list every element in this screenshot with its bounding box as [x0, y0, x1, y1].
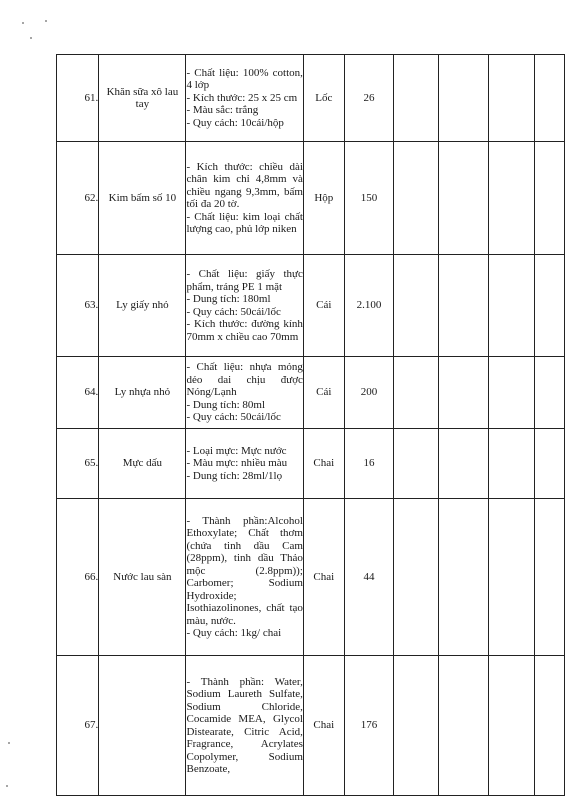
unit-cell-text: Lốc [315, 91, 333, 104]
unit-cell [303, 255, 344, 357]
specification-line: - Chất liệu: kim loại chất lượng cao, phủ lớp niken [186, 210, 303, 235]
item-name-cell-text: Mực dấu [122, 457, 163, 470]
empty-cell [488, 142, 534, 255]
table-row [57, 255, 565, 357]
empty-cell [534, 142, 564, 255]
specification-line: - Dung tích: 80ml [186, 398, 266, 411]
quantity-cell-text: 16 [363, 457, 375, 470]
row-number-cell-text: 64. [84, 386, 99, 399]
empty-cell [488, 357, 534, 429]
specification-line: - Dung tích: 180ml [186, 293, 271, 305]
unit-cell-text: Hộp [314, 191, 334, 204]
specification-line: - Thành phần: Water, Sodium Laureth Sulfate, Sodium Chloride, Cocamide MEA, Glycol Distearate, Citric Acid, Fragrance, Acrylates Copolymer, Sodium Benzoate, [186, 675, 303, 775]
specification-line: - Màu mực: nhiều màu [186, 457, 288, 470]
unit-cell [303, 357, 344, 429]
table-row [57, 429, 565, 499]
specification-line: - Loại mực: Mực nước [186, 444, 287, 457]
specification-line: - Thành phần:Alcohol Ethoxylate; Chất thơm (chứa tinh dầu Cam (28ppm), tinh dầu Thảo mộc (2.8ppm)); Carbomer; Sodium Hydroxide; Isothiazolinones, chất tạo màu, nước. [186, 514, 303, 627]
empty-cell [534, 255, 564, 357]
unit-cell [303, 499, 344, 656]
scan-speck [22, 22, 24, 24]
quantity-cell-text: 200 [360, 386, 378, 399]
specification-line: - Chất liệu: nhựa mỏng dẻo dai chịu được Nóng/Lạnh [186, 361, 303, 399]
unit-cell-text: Cái [316, 299, 332, 312]
row-number-cell-text: 65. [84, 457, 99, 470]
specification-line: - Chất liệu: 100% cotton, 4 lớp [186, 66, 303, 92]
empty-cell [534, 656, 564, 796]
specification-line: - Quy cách: 50cái/lốc [186, 305, 281, 318]
empty-cell [438, 429, 488, 499]
scan-speck [8, 742, 10, 744]
row-number-cell-text: 63. [84, 299, 99, 312]
empty-cell [438, 255, 488, 357]
empty-cell [394, 55, 438, 142]
quantity-cell [344, 656, 394, 796]
unit-cell-text: Chai [313, 457, 335, 470]
specification-line: - Quy cách: 50cái/lốc [186, 411, 281, 424]
item-name-cell [99, 499, 186, 656]
specification-line: - Quy cách: 1kg/ chai [186, 627, 282, 639]
quantity-cell-text: 2.100 [356, 299, 382, 312]
quantity-cell-text: 44 [363, 570, 375, 583]
empty-cell [534, 429, 564, 499]
unit-cell [303, 55, 344, 142]
row-number-cell-text: 62. [84, 191, 99, 204]
empty-cell [394, 429, 438, 499]
unit-cell-text: Chai [313, 719, 335, 732]
empty-cell [488, 55, 534, 142]
item-name-cell-text: Nước lau sàn [113, 570, 172, 583]
specification-line: - Dung tích: 28ml/1lọ [186, 469, 283, 482]
specification-cell [186, 499, 303, 656]
table-row [57, 142, 565, 255]
unit-cell-text: Chai [313, 570, 335, 583]
specification-cell [186, 429, 303, 499]
quantity-cell-text: 26 [363, 91, 375, 104]
item-name-cell [99, 255, 186, 357]
specification-line: - Chất liệu: giấy thực phẩm, tráng PE 1 mặt [186, 268, 303, 293]
unit-cell [303, 142, 344, 255]
row-number-cell-text: 61. [84, 91, 99, 104]
empty-cell [488, 656, 534, 796]
item-name-cell-text: Kim bấm số 10 [108, 191, 177, 204]
empty-cell [394, 499, 438, 656]
specification-cell [186, 55, 303, 142]
empty-cell [488, 255, 534, 357]
table-row [57, 656, 565, 796]
scan-speck [30, 37, 32, 39]
item-name-cell [99, 142, 186, 255]
item-name-cell [99, 429, 186, 499]
specification-line: - Kích thước: chiều dài chân kim chỉ 4,8mm và chiều ngang 9,3mm, bấm tối đa 20 tờ. [186, 160, 303, 210]
item-name-cell-text: Ly nhựa nhỏ [114, 386, 171, 399]
table-row [57, 499, 565, 656]
empty-cell [488, 499, 534, 656]
quantity-cell-text: 150 [360, 191, 378, 204]
empty-cell [438, 499, 488, 656]
quantity-cell [344, 357, 394, 429]
specification-line: - Kích thước: đường kính 70mm x chiều cao 70mm [186, 318, 303, 343]
empty-cell [394, 255, 438, 357]
specification-line: - Màu sắc: trắng [186, 104, 259, 117]
item-name-cell [99, 55, 186, 142]
specification-cell [186, 656, 303, 796]
item-name-cell [99, 656, 186, 796]
empty-cell [394, 357, 438, 429]
quantity-cell [344, 429, 394, 499]
row-number-cell-text: 67. [84, 719, 99, 732]
empty-cell [438, 357, 488, 429]
quantity-cell [344, 55, 394, 142]
row-number-cell [57, 499, 99, 656]
row-number-cell-text: 66. [84, 570, 99, 583]
row-number-cell [57, 142, 99, 255]
scan-speck [45, 20, 47, 22]
unit-cell [303, 429, 344, 499]
specification-cell [186, 142, 303, 255]
row-number-cell [57, 357, 99, 429]
empty-cell [534, 55, 564, 142]
item-name-cell [99, 357, 186, 429]
item-name-cell-text: Ly giấy nhỏ [116, 299, 169, 312]
table-row [57, 55, 565, 142]
row-number-cell [57, 429, 99, 499]
empty-cell [488, 429, 534, 499]
row-number-cell [57, 656, 99, 796]
specification-line: - Kích thước: 25 x 25 cm [186, 91, 298, 104]
empty-cell [534, 357, 564, 429]
empty-cell [438, 142, 488, 255]
quantity-cell-text: 176 [360, 719, 378, 732]
row-number-cell [57, 55, 99, 142]
unit-cell [303, 656, 344, 796]
scan-speck [6, 785, 8, 787]
product-spec-table [56, 54, 565, 796]
quantity-cell [344, 499, 394, 656]
quantity-cell [344, 142, 394, 255]
empty-cell [438, 656, 488, 796]
unit-cell-text: Cái [316, 386, 332, 399]
item-name-cell-text: Khăn sữa xô lau tay [106, 85, 179, 110]
specification-line: - Quy cách: 10cái/hộp [186, 116, 284, 129]
empty-cell [534, 499, 564, 656]
specification-cell [186, 255, 303, 357]
empty-cell [394, 656, 438, 796]
empty-cell [394, 142, 438, 255]
table-row [57, 357, 565, 429]
specification-cell [186, 357, 303, 429]
row-number-cell [57, 255, 99, 357]
empty-cell [438, 55, 488, 142]
quantity-cell [344, 255, 394, 357]
